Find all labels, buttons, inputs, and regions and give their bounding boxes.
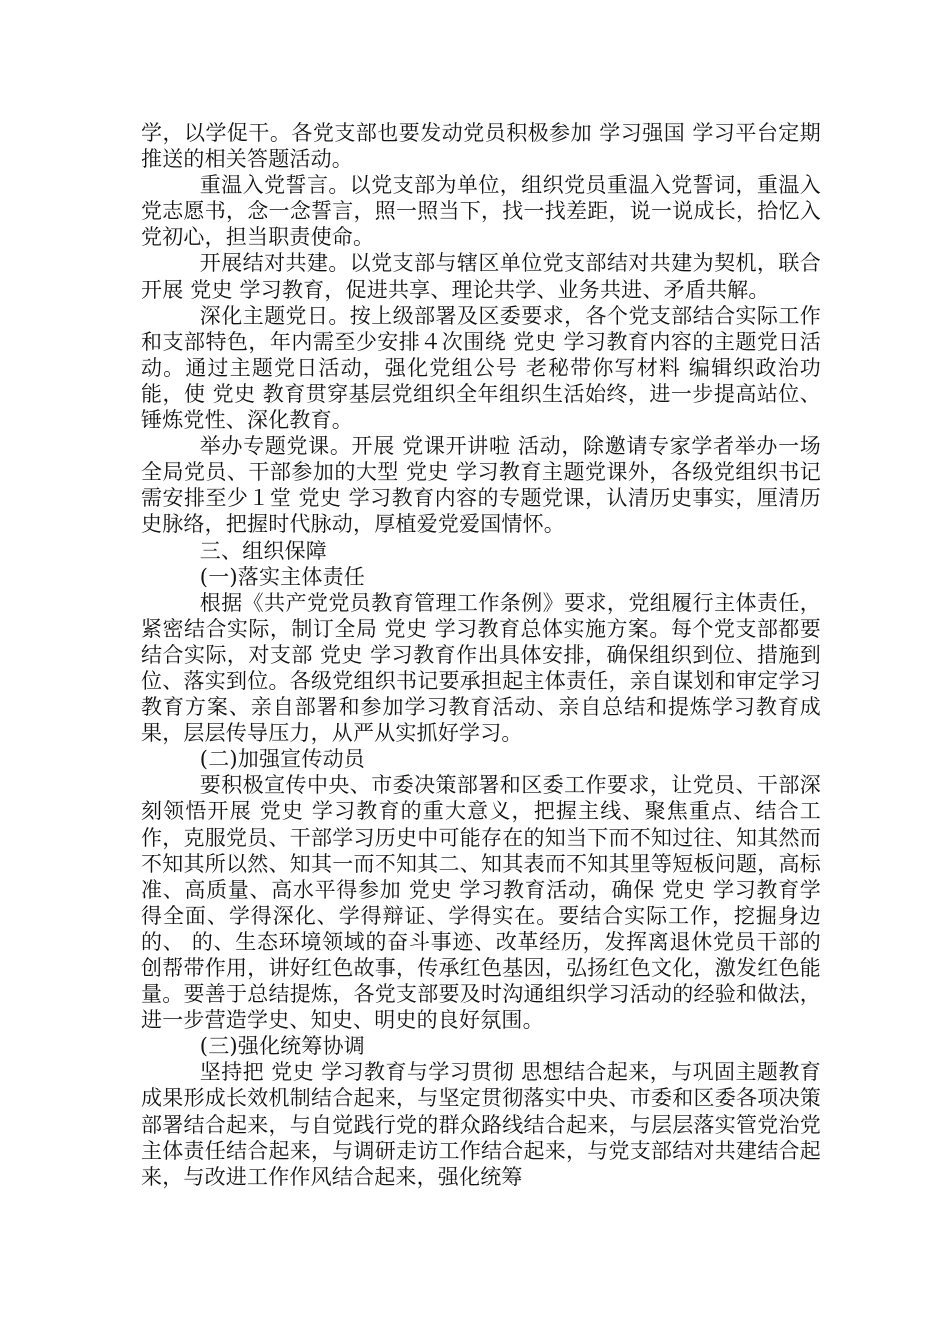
paragraph-continuation: 学，以学促干。各党支部也要发动党员积极参加 学习强国 学习平台定期推送的相关答题活动。 [141,121,821,172]
section-heading-organization: 三、组织保障 [199,538,327,563]
subheading-coordination: (三)强化统筹协调 [199,1034,365,1059]
paragraph-responsibility: 根据《共产党党员教育管理工作条例》要求，党组履行主体责任，紧密结合实际，制订全局 党史 学习教育总体实施方案。每个党支部都要结合实际，对支部 党史 学习教育作出具体安排，确保组织到位、措施到位、落实到位。各级党组织书记要承担起主体责任，亲自谋划和审定学习教育方案、亲自部署和参加学习教育活动、亲自总结和提炼学习教育成果，层层传导压力，从严从实抓好学习。 [141,590,821,746]
paragraph-party-lecture: 举办专题党课。开展 党课开讲啦 活动，除邀请专家学者举办一场全局党员、干部参加的大型 党史 学习教育主题党课外，各级党组织书记需安排至少１堂 党史 学习教育内容的专题党课，认清历史事实，厘清历史脉络，把握时代脉动，厚植爱党爱国情怀。 [141,434,821,537]
document-body [141,120,821,1190]
paragraph-pair-building: 开展结对共建。以党支部与辖区单位党支部结对共建为契机，联合开展 党史 学习教育，促进共享、理论共学、业务共进、矛盾共解。 [141,251,821,302]
paragraph-theme-party-day: 深化主题党日。按上级部署及区委要求，各个党支部结合实际工作和支部特色，年内需至少安排４次围绕 党史 学习教育内容的主题党日活动。通过主题党日活动，强化党组公号 老秘带你写材料 编辑织政治功能，使 党史 教育贯穿基层党组织全年组织生活始终，进一步提高站位、锤炼党性、深化教育。 [141,303,821,433]
paragraph-coordination: 坚持把 党史 学习教育与学习贯彻 思想结合起来，与巩固主题教育成果形成长效机制结合起来，与坚定贯彻落实中央、市委和区委各项决策部署结合起来，与自觉践行党的群众路线结合起来，与层层落实管党治党主体责任结合起来，与调研走访工作结合起来，与党支部结对共建结合起来，与改进工作作风结合起来，强化统筹 [141,1060,821,1189]
subheading-publicity: (二)加强宣传动员 [199,747,365,772]
subheading-responsibility: (一)落实主体责任 [199,564,365,589]
paragraph-renew-oath: 重温入党誓言。以党支部为单位，组织党员重温入党誓词，重温入党志愿书，念一念誓言，照一照当下，找一找差距，说一说成长，拾忆入党初心，担当职责使命。 [141,173,821,250]
paragraph-publicity: 要积极宣传中央、市委决策部署和区委工作要求，让党员、干部深刻领悟开展 党史 学习教育的重大意义，把握主线、聚焦重点、结合工作，克服党员、干部学习历史中可能存在的知当下而不知过往、知其然而不知其所以然、知其一而不知其二、知其表而不知其里等短板问题，高标准、高质量、高水平得参加 党史 学习教育活动，确保 党史 学习教育学得全面、学得深化、学得辩证、学得实在。要结合实际工作，挖掘身边的、 的、生态环境领域的奋斗事迹、改革经历，发挥离退休党员干部的创帮带作用，讲好红色故事，传承红色基因，弘扬红色文化，激发红色能量。要善于总结提炼，各党支部要及时沟通组织学习活动的经验和做法，进一步营造学史、知史、明史的良好氛围。 [141,773,821,1033]
